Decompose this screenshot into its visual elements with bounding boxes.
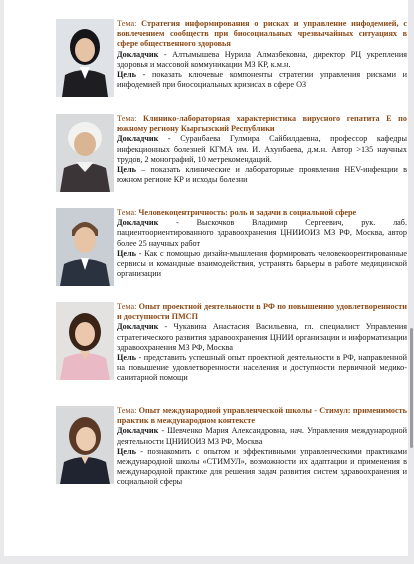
goal-label: Цель [117, 70, 136, 80]
speaker-label: Докладчик [117, 134, 159, 144]
speaker-portrait-4 [56, 302, 114, 380]
topic-label: Тема: [117, 19, 142, 28]
topic-title: Стратегия информирования о рисках и управление инфодемией, с вовлечением сообществ при биосоциальных чрезвычайных ситуациях в сфере общественного здоровья [117, 19, 407, 49]
speaker-photo-5 [56, 406, 114, 484]
goal-label: Цель [117, 446, 136, 456]
speaker-text-3 [117, 208, 407, 279]
speaker-label: Докладчик [117, 426, 159, 436]
topic-label: Тема: [117, 406, 139, 415]
speaker-portrait-3 [56, 208, 114, 286]
topic-title: Клинико-лабораторная характеристика вирусного гепатита Е по южному региону Кыргызский Республики [117, 114, 407, 134]
speaker-info: - Шевченко Мария Александровна, нач. Управления международной деятельности ЦНИИОИЗ МЗ РФ, Москва [117, 426, 407, 446]
goal-label: Цель [117, 165, 136, 175]
speaker-portrait-1 [56, 19, 114, 97]
speaker-photo-1 [56, 19, 114, 97]
topic-title: Опыт международной управленческой школы - Стимул: применимость практик в международном контексте [117, 406, 408, 426]
speaker-label: Докладчик [117, 322, 159, 332]
topic-label: Тема: [117, 114, 143, 123]
speaker-portrait-2 [56, 114, 114, 192]
speaker-text-4 [117, 302, 407, 384]
goal-label: Цель [117, 248, 136, 258]
vertical-scrollbar[interactable] [410, 328, 413, 448]
speaker-info: - Выскочков Владимир Сергеевич, рук. лаб. пациентоориентированного здравоохранения ЦНИИОИЗ МЗ РФ, Москва, автор более 25 научных работ [117, 218, 407, 248]
topic-label: Тема: [117, 208, 139, 217]
goal-info: - Как с помощью дизайн-мышления формировать человекоорентированные сервисы и командные взаимодействия, устранять барьеры в работе медицинской организации [117, 248, 407, 279]
speaker-label: Докладчик [117, 49, 159, 59]
goal-label: Цель [117, 353, 136, 363]
topic-label: Тема: [117, 302, 139, 311]
speaker-photo-2 [56, 114, 114, 192]
goal-info: – показать клинические и лабораторные проявления HEV-инфекции в южном регионе КР и исходы болезни [117, 165, 407, 185]
document-page [4, 0, 408, 556]
speaker-label: Докладчик [117, 218, 159, 228]
goal-info: - представить успешный опыт проектной деятельности в РФ, направленной на повышение удовлетворенности населения и доступности первичной медико-санитарной помощи [117, 353, 407, 383]
goal-info: - познакомить с опытом и эффективными управленческими практиками международной школы «СТИМУЛ», возможности их адаптации и применения в международной практике для решения задач развития систем здравоохранения и социальной сферы [117, 446, 407, 487]
goal-info: - показать ключевые компоненты стратегии управления рисками и инфодемией при биосоциальных кризисах в сфере ОЗ [117, 70, 407, 90]
speaker-photo-3 [56, 208, 114, 286]
speaker-text-2 [117, 114, 407, 185]
topic-title: Опыт проектной деятельности в РФ по повышению удовлетворенности и доступности ПМСП [117, 302, 407, 322]
speaker-info: - Алтымышева Нурила Алмазбековна, директор РЦ укрепления здоровья и массовой коммуникации МЗ КР, к.м.н. [117, 49, 407, 69]
speaker-info: - Чукавина Анастасия Васильевна, гл. специалист Управления стратегического развития здравоохранения ЦНИИ организации и информатизации здравоохранения МЗ РФ, Москва [117, 322, 407, 352]
speaker-text-1 [117, 19, 407, 90]
speaker-text-5 [117, 406, 407, 488]
speaker-info: - Суранбаева Гулмира Сайбилдаевна, профессор кафедры инфекционных болезней КГМА им. И. Ахунбаева, д.м.н. Автор >135 научных трудов, 2 монографий, 10 метрекомендаций. [117, 134, 407, 164]
speaker-portrait-5 [56, 406, 114, 484]
speaker-photo-4 [56, 302, 114, 380]
topic-title: Человекоцентричность: роль и задачи в социальной сфере [138, 208, 357, 217]
